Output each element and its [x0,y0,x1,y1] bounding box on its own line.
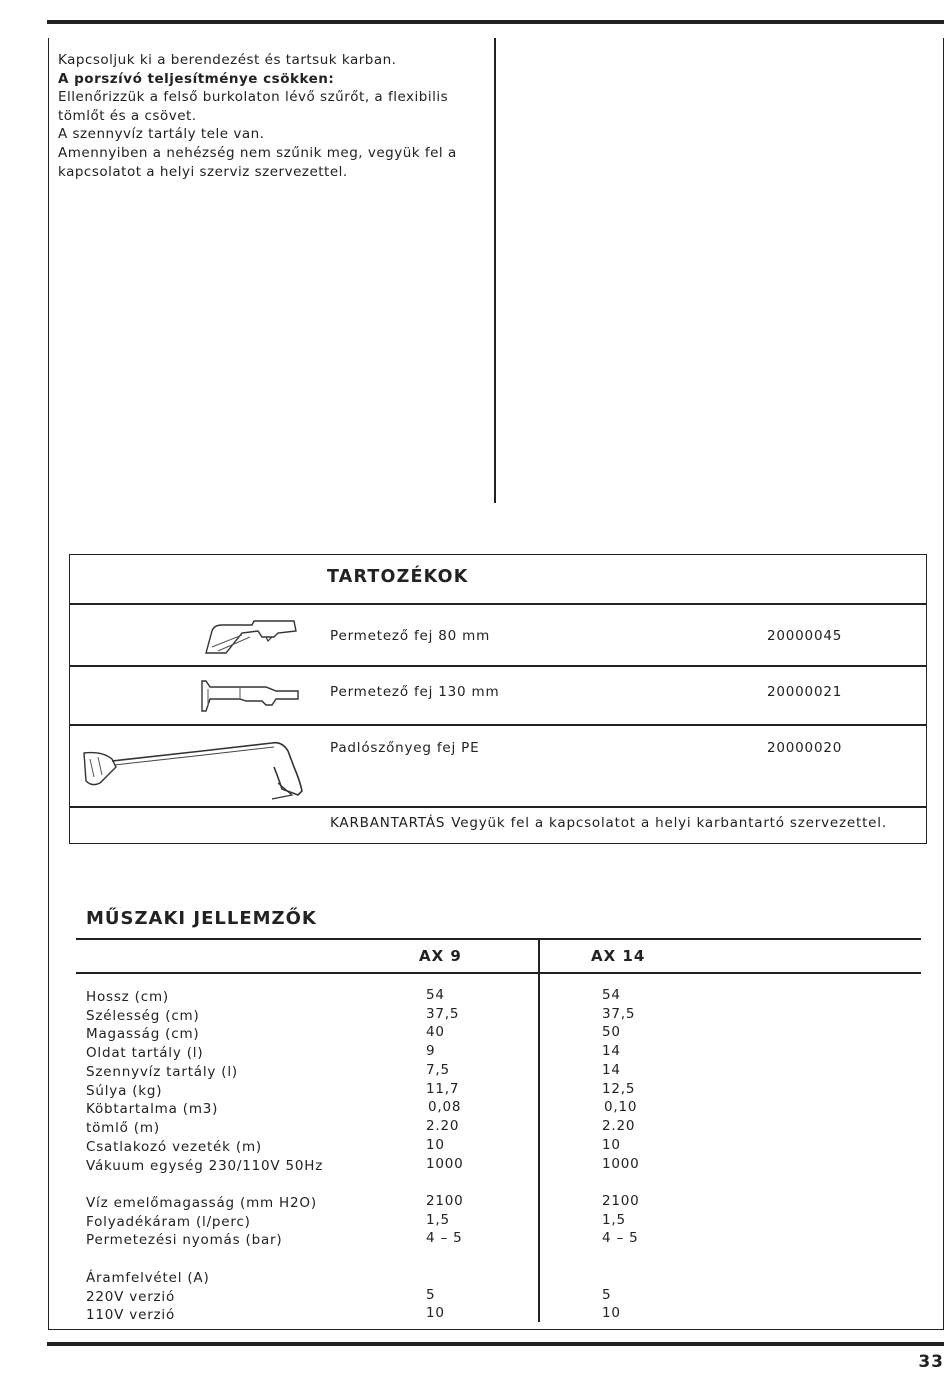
spec-ax14: 4 – 5 [602,1230,639,1246]
maintenance-label: KARBANTARTÁS [330,815,446,831]
specs-top-rule [76,938,921,940]
accessory-name: Permetező fej 130 mm [330,684,500,700]
accessory-code: 20000021 [767,684,843,700]
accessory-name: Permetező fej 80 mm [330,628,491,644]
spec-ax14: 54 [602,987,621,1003]
top-rule [47,20,944,24]
accessory-code: 20000020 [767,740,843,756]
spec-ax9: 54 [426,987,445,1003]
troubleshooting-text [58,51,488,181]
carpet-wand-icon [82,737,308,801]
spec-ax9: 2100 [426,1193,464,1209]
spec-label: Szélesség (cm) [86,1008,200,1024]
spec-ax9: 9 [426,1043,436,1059]
spec-ax14: 2100 [602,1193,640,1209]
spec-ax9: 40 [426,1024,445,1040]
spec-label: Magasság (cm) [86,1026,200,1042]
specs-title: MŰSZAKI JELLEMZŐK [86,908,317,929]
spec-label: Áramfelvétel (A) [86,1270,210,1286]
spec-ax14: 10 [602,1305,621,1321]
spec-label: 220V verzió [86,1289,176,1305]
specs-column-divider [538,939,540,1322]
table-divider [70,806,926,808]
spec-ax9: 1,5 [426,1212,450,1228]
column-divider [494,38,496,503]
spec-label: Oldat tartály (l) [86,1045,204,1061]
spec-label: 110V verzió [86,1307,176,1323]
spec-ax9: 10 [426,1137,445,1153]
spec-ax14: 14 [602,1062,621,1078]
intro-line-4: Amennyiben a nehézség nem szűnik meg, vegyük fel a kapcsolatot a helyi szerviz szervezettel. [58,144,457,180]
table-divider [70,665,926,667]
spec-ax9: 2.20 [426,1118,460,1134]
spec-ax14: 50 [602,1024,621,1040]
intro-heading: A porszívó teljesítménye csökken: [58,70,335,87]
intro-line-2: Ellenőrizzük a felső burkolaton lévő szűrőt, a flexibilis tömlőt és a csövet. [58,89,449,124]
maintenance-text: Vegyük fel a kapcsolatot a helyi karbantartó szervezettel. [451,815,887,831]
page-number: 33 [918,1352,944,1372]
spec-ax14: 5 [602,1287,612,1303]
spec-label: Szennyvíz tartály (l) [86,1064,238,1080]
spray-nozzle-80-icon [202,617,302,659]
table-divider [70,603,926,605]
spec-ax14: 0,10 [604,1099,638,1115]
bottom-rule [47,1342,944,1346]
spec-ax9: 10 [426,1305,445,1321]
spec-label: Hossz (cm) [86,989,169,1005]
table-divider [70,724,926,726]
spec-ax9: 11,7 [426,1081,460,1097]
accessories-title: TARTOZÉKOK [327,567,469,587]
intro-line-1: Kapcsoljuk ki a berendezést és tartsuk karban. [58,52,397,68]
spec-label: Köbtartalma (m3) [86,1101,219,1117]
spec-ax14: 14 [602,1043,621,1059]
accessory-name: Padlószőnyeg fej PE [330,740,480,756]
specs-header-rule [76,972,921,974]
accessory-code: 20000045 [767,628,843,644]
spec-label: Vákuum egység 230/110V 50Hz [86,1158,324,1174]
spec-label: tömlő (m) [86,1120,160,1136]
spec-ax14: 1,5 [602,1212,626,1228]
spec-label: Víz emelőmagasság (mm H2O) [86,1195,317,1211]
spec-label: Súlya (kg) [86,1083,163,1099]
spec-ax14: 1000 [602,1156,640,1172]
spec-ax9: 5 [426,1287,436,1303]
spray-nozzle-130-icon [200,677,300,713]
spec-ax14: 10 [602,1137,621,1153]
spec-ax14: 37,5 [602,1006,636,1022]
intro-line-3: A szennyvíz tartály tele van. [58,126,265,143]
spec-ax14: 2.20 [602,1118,636,1134]
spec-ax9: 1000 [426,1156,464,1172]
spec-label: Folyadékáram (l/perc) [86,1214,251,1230]
column-header-ax14: AX 14 [591,947,646,965]
spec-ax9: 4 – 5 [426,1230,463,1246]
spec-ax9: 0,08 [428,1099,462,1115]
maintenance-note [330,815,893,831]
spec-label: Permetezési nyomás (bar) [86,1232,283,1248]
spec-ax14: 12,5 [602,1081,636,1097]
spec-ax9: 37,5 [426,1006,460,1022]
spec-label: Csatlakozó vezeték (m) [86,1139,262,1155]
accessories-table [69,554,927,844]
column-header-ax9: AX 9 [419,947,462,965]
spec-ax9: 7,5 [426,1062,450,1078]
